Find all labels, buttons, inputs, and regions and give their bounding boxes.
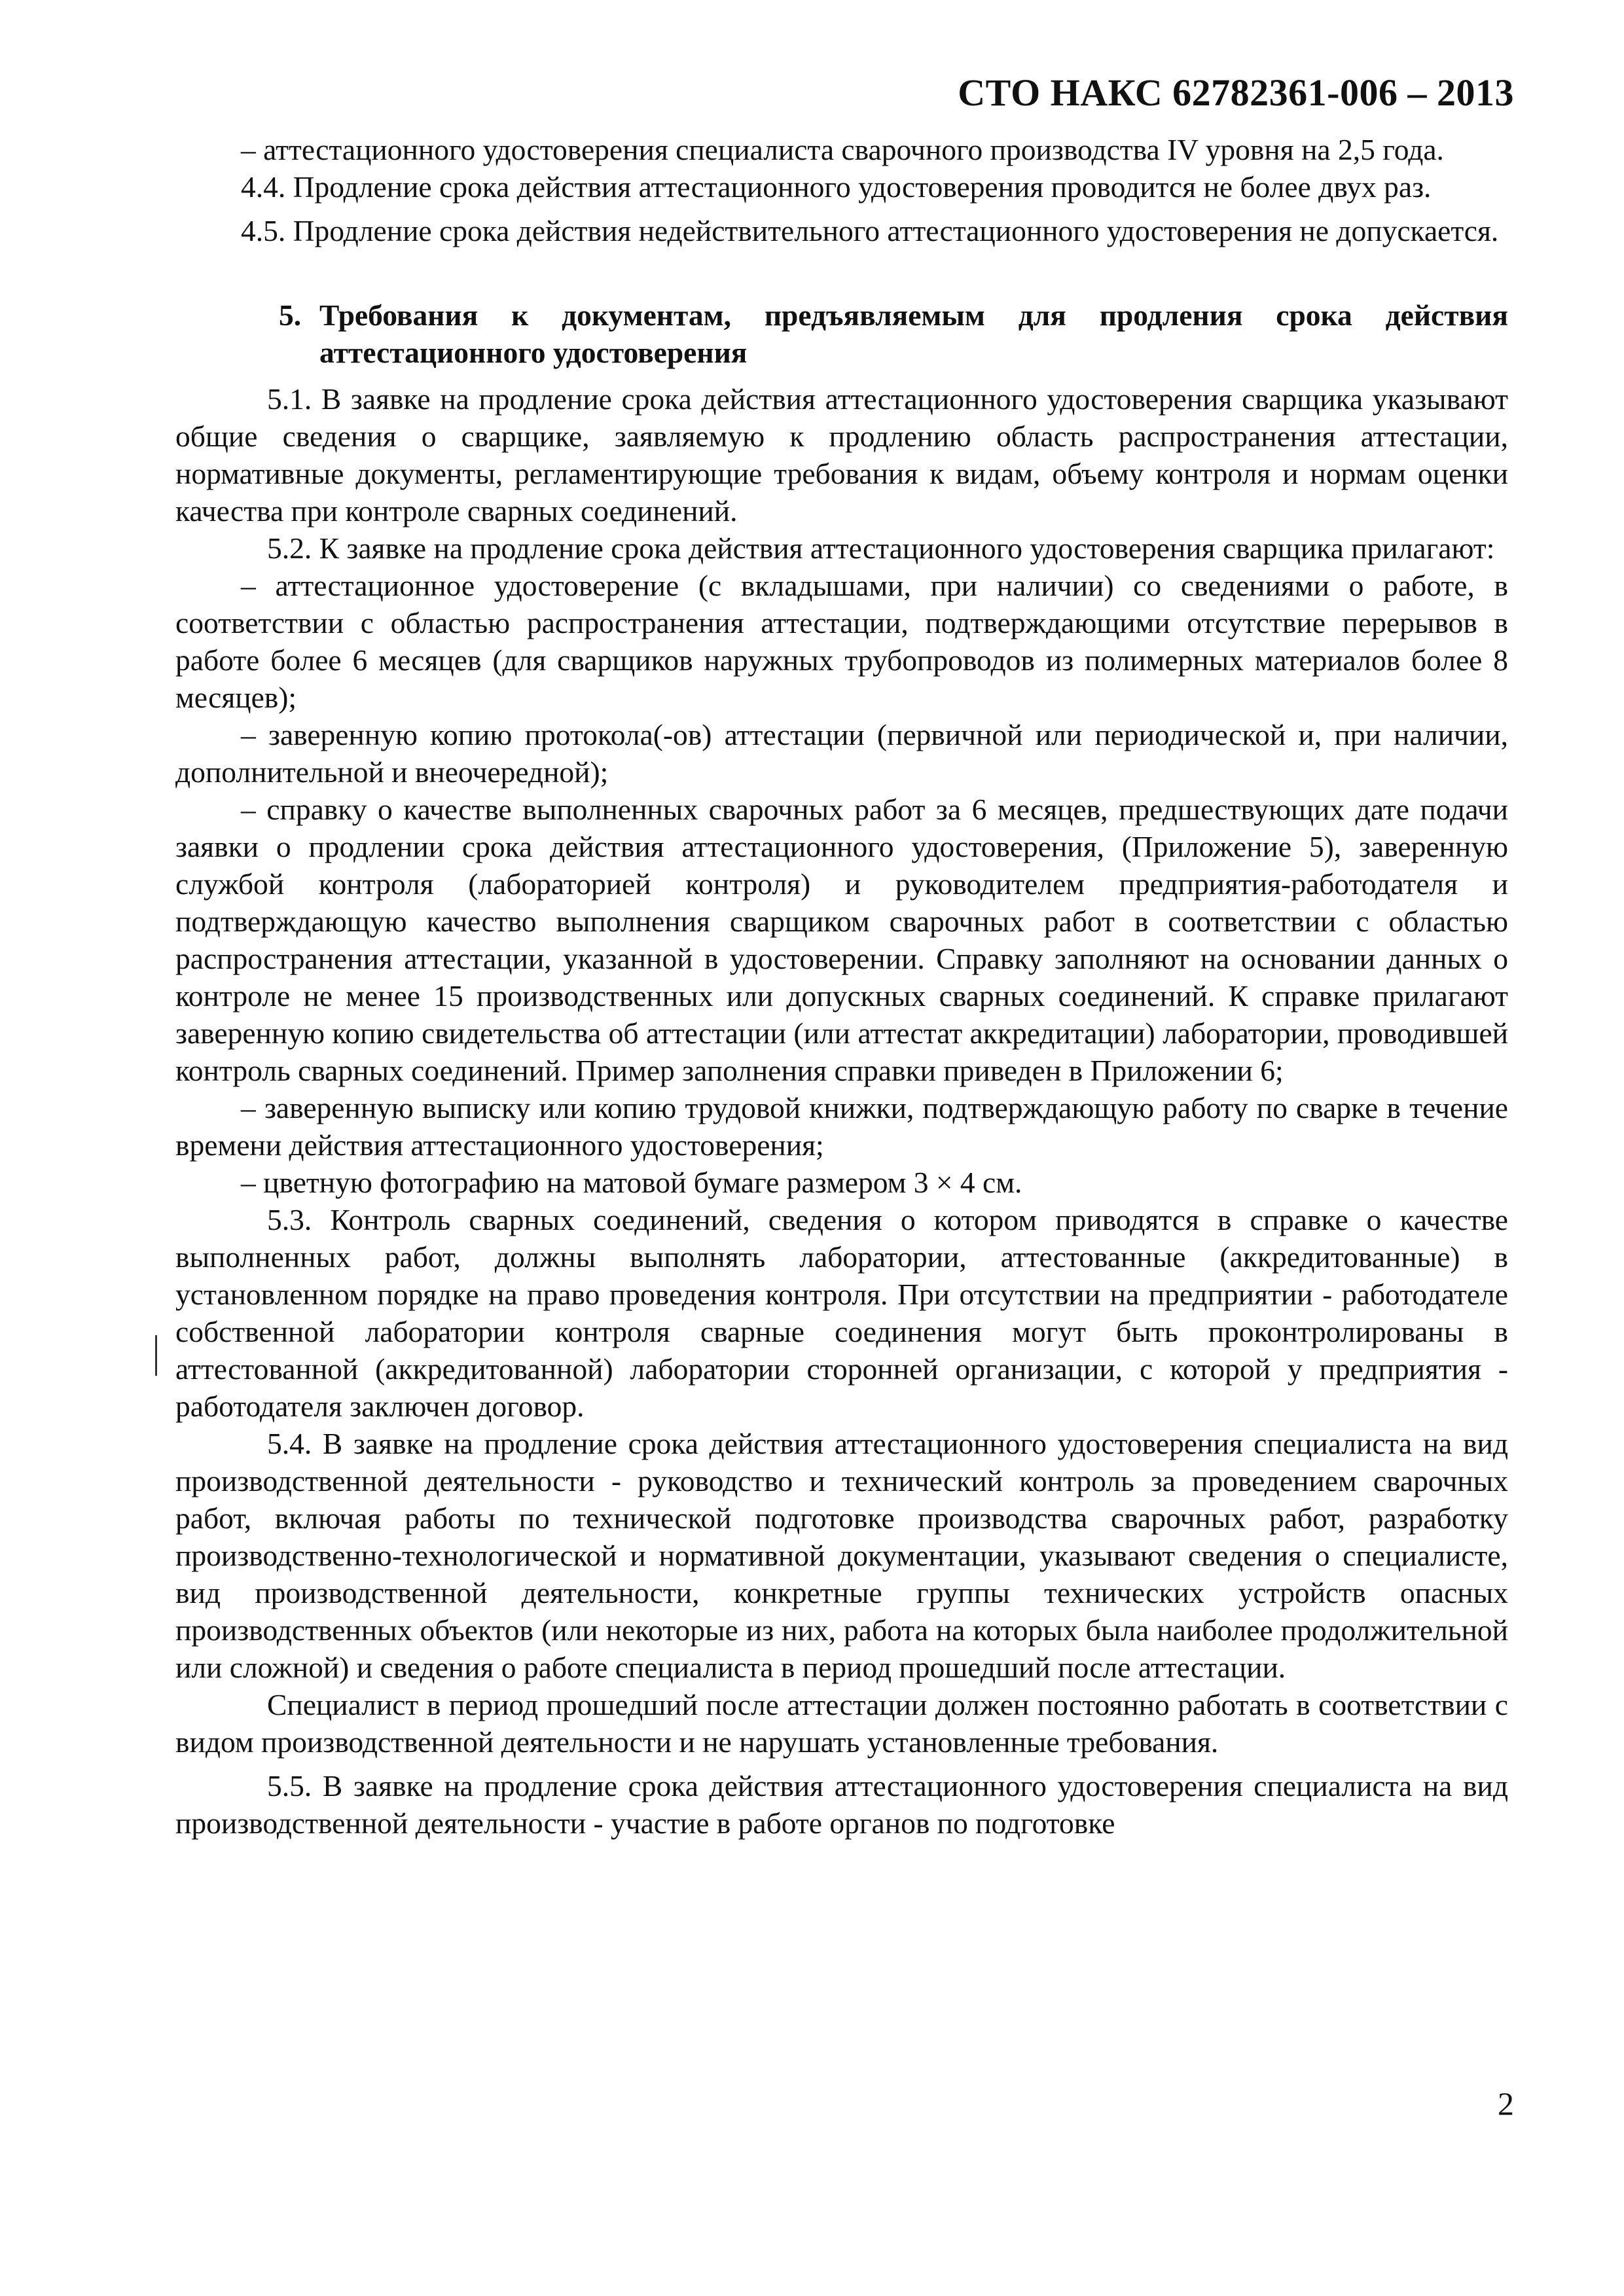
paragraph-5-3: 5.3. Контроль сварных соединений, сведения о котором приводятся в справке о качестве выполненных работ, должны выполнять лаборатории, аттестованные (аккредитованные) в установленном порядке на право проведения контроля. При отсутствии на предприятии - работодателе собственной лаборатории контроля сварные соединения могут быть проконтролированы в аттестованной (аккредитованной) лаборатории сторонней организации, с которой у предприятия - работодателя заключен договор.: [175, 1203, 1508, 1423]
section-5-title: Требования к документам, предъявляемым для продления срока действия аттестационного удостоверения: [319, 298, 1508, 369]
list-item-protocol-copy: – заверенную копию протокола(-ов) аттестации (первичной или периодической и, при наличии, дополнительной и внеочередной);: [175, 718, 1508, 789]
list-item-photo: – цветную фотографию на матовой бумаге размером 3 × 4 см.: [241, 1166, 1022, 1199]
document-code-header: СТО НАКС 62782361-006 – 2013: [958, 71, 1514, 114]
text-cursor-mark: [155, 1335, 157, 1376]
list-item-quality-certificate: – справку о качестве выполненных сварочных работ за 6 месяцев, предшествующих дате подачи заявки о продлении срока действия аттестационного удостоверения, (Приложение 5), заверенную службой контроля (лабораторией контроля) и руководителем предприятия-работодателя и подтверждающую качество выполнения сварщиком сварочных работ в соответствии с областью распространения аттестации, указанной в удостоверении. Справку заполняют на основании данных о контроле не менее 15 производственных или допускных сварных соединений. К справке прилагают заверенную копию свидетельства об аттестации (или аттестат аккредитации) лаборатории, проводившей контроль сварных соединений. Пример заполнения справки приведен в Приложении 6;: [175, 793, 1508, 1087]
page-number: 2: [1498, 2085, 1514, 2122]
paragraph-5-1: 5.1. В заявке на продление срока действия аттестационного удостоверения сварщика указывают общие сведения о сварщике, заявляемую к продлению область распространения аттестации, нормативные документы, регламентирующие требования к видам, объему контроля и нормам оценки качества при контроле сварных соединений.: [175, 382, 1508, 528]
list-item-employment-record: – заверенную выписку или копию трудовой книжки, подтверждающую работу по сварке в течение времени действия аттестационного удостоверения;: [175, 1091, 1508, 1162]
section-5-heading: [175, 296, 1508, 371]
paragraph-4-5: 4.5. Продление срока действия недействительного аттестационного удостоверения не допускается.: [241, 214, 1499, 247]
document-body: [175, 131, 1508, 1842]
paragraph-5-4: 5.4. В заявке на продление срока действия аттестационного удостоверения специалиста на вид производственной деятельности - руководство и технический контроль за проведением сварочных работ, включая работы по технической подготовке производства сварочных работ, разработку производственно-технологической и нормативной документации, указывают сведения о специалисте, вид производственной деятельности, конкретные группы технических устройств опасных производственных объектов (или некоторые из них, работа на которых была наиболее продолжительной или сложной) и сведения о работе специалиста в период прошедший после аттестации.: [175, 1427, 1508, 1684]
paragraph-5-5: 5.5. В заявке на продление срока действия аттестационного удостоверения специалиста на вид производственной деятельности - участие в работе органов по подготовке: [175, 1769, 1508, 1840]
list-item-certificate: – аттестационное удостоверение (с вкладышами, при наличии) со сведениями о работе, в соответствии с областью распространения аттестации, подтверждающими отсутствие перерывов в работе более 6 месяцев (для сварщиков наружных трубопроводов из полимерных материалов более 8 месяцев);: [175, 569, 1508, 714]
paragraph-specialist: Специалист в период прошедший после аттестации должен постоянно работать в соответствии с видом производственной деятельности и не нарушать установленные требования.: [175, 1688, 1508, 1759]
section-5-number: 5.: [279, 298, 302, 332]
paragraph-4-4: 4.4. Продление срока действия аттестационного удостоверения проводится не более двух раз.: [241, 170, 1432, 204]
paragraph-5-2: 5.2. К заявке на продление срока действия аттестационного удостоверения сварщика прилагают:: [267, 531, 1495, 565]
paragraph-top-1: – аттестационного удостоверения специалиста сварочного производства IV уровня на 2,5 года.: [241, 133, 1444, 166]
